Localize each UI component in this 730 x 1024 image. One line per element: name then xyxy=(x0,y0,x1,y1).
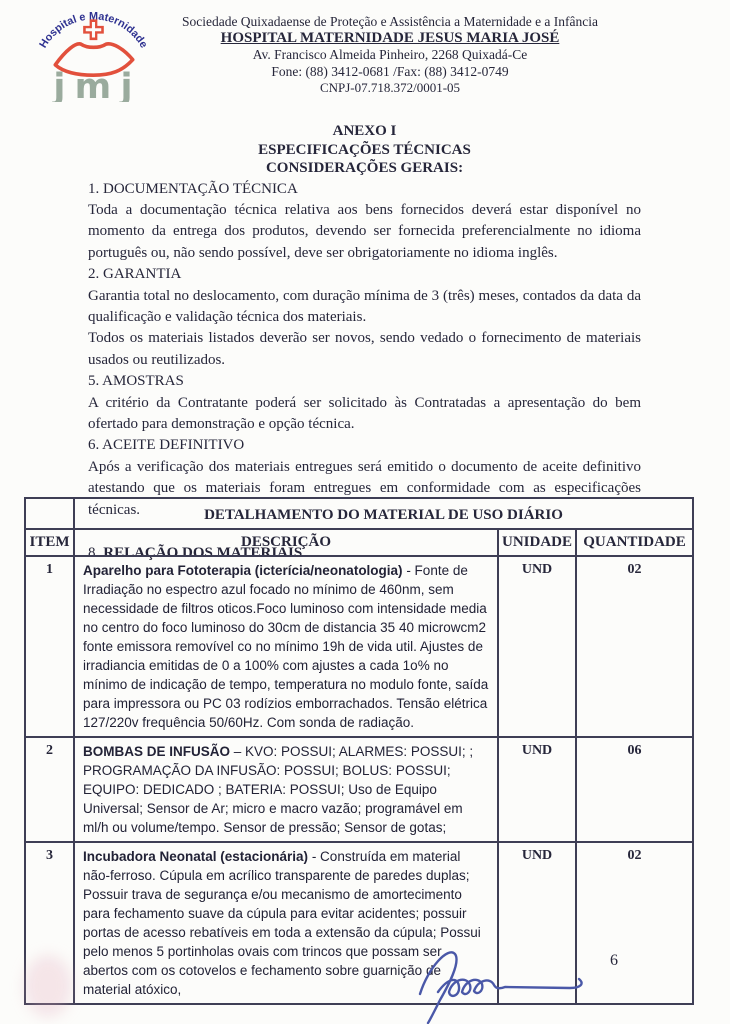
materials-heading-title: RELAÇÃO DOS MATERIAIS xyxy=(103,545,303,561)
material-spec: - Construída em material não-ferroso. Cúpula em acrílico transparente de paredes duplas; Possuir trava de segurança e/ou mecanismo de amortecimento para fechamento suave da cúpula para evitar acidentes; possuir portas de acesso rebatíveis em toda a extensão da cúpula; Possui pelo menos 5 portinholas ovais com trincos que possam ser abertos com os cotovelos e fechamento sobre guarnição de material atóxico, xyxy=(83,849,481,997)
column-header-desc: DESCRIÇÃO xyxy=(74,529,498,556)
table-caption: DETALHAMENTO DO MATERIAL DE USO DIÁRIO xyxy=(74,498,693,529)
signature-icon xyxy=(398,942,658,1024)
materials-heading-number: 8. xyxy=(88,545,100,561)
logo-monogram: jmj xyxy=(53,65,142,102)
table-row xyxy=(25,556,693,737)
table-caption-row xyxy=(25,498,693,529)
section-heading: 2. GARANTIA xyxy=(88,266,182,283)
logo-arc-text: Hospital e Maternidade xyxy=(37,10,150,51)
column-header-item: ITEM xyxy=(25,529,74,556)
material-name: BOMBAS DE INFUSÃO xyxy=(83,744,231,759)
section-documentacao xyxy=(88,179,641,265)
material-description xyxy=(74,737,498,842)
considerations-title: CONSIDERAÇÕES GERAIS: xyxy=(265,160,464,176)
material-description xyxy=(74,556,498,737)
materials-table-body xyxy=(25,556,693,1004)
materials-table xyxy=(24,497,694,1005)
section-heading: 6. ACEITE DEFINITIVO xyxy=(88,437,245,454)
item-number: 1 xyxy=(25,556,74,737)
quantity-value: 06 xyxy=(576,737,693,842)
section-heading: 1. DOCUMENTAÇÃO TÉCNICA xyxy=(88,180,298,197)
scan-smudge xyxy=(24,955,72,1017)
section-amostras xyxy=(88,371,641,435)
material-spec: - Fonte de Irradiação no espectro azul focado no mínimo de 460nm, sem necessidade de filtros oticos.Foco luminoso com intensidade media no centro do foco luminoso do 30cm de distancia 35 40 microwcm2 fonte emissora removível co no mínimo 19h de vida util. Ajustes de irradiancia emitidas de 0 a 100% com ajustes a cada 1o% no mínimo de indicação de tempo, temperatura no modulo fonte, saída para impressora ou PC 03 rodízios emborrachados. Tensão elétrica 127/220v frequência 50/60Hz. Com sonda de radiação. xyxy=(83,563,489,730)
unit-value: UND xyxy=(498,842,576,1004)
hospital-cnpj: CNPJ-07.718.372/0001-05 xyxy=(319,80,461,95)
caption-empty-cell xyxy=(25,498,74,529)
section-paragraph: Após a verificação dos materiais entregues será emitido o documento de aceite definitivo atestando que os materiais foram entregues em conformidade com as especificações técnicas. xyxy=(88,458,641,518)
section-paragraph: Garantia total no deslocamento, com duração mínima de 3 (três) meses, contados da data da qualificação e validação técnica dos materiais. xyxy=(88,287,641,325)
hospital-phone: Fone: (88) 3412-0681 /Fax: (88) 3412-0749 xyxy=(271,63,509,79)
document-body xyxy=(88,122,641,562)
table-header-row xyxy=(25,529,693,556)
quantity-value: 02 xyxy=(576,842,693,1004)
table-row xyxy=(25,737,693,842)
material-spec: – KVO: POSSUI; ALARMES: POSSUI; ; PROGRAMAÇÃO DA INFUSÃO: POSSUI; BOLUS: POSSUI; EQUIPO: DEDICADO ; BATERIA: POSSUI; Uso de Equipo Universal; Sensor de Ar; micro e macro vazão; programável em ml/h ou volume/tempo. Sensor de pressão; Sensor de gotas; xyxy=(83,744,474,835)
material-name: Aparelho para Fototerapia (icterícia/neonatologia) xyxy=(83,563,403,578)
letterhead xyxy=(150,14,630,96)
section-garantia xyxy=(88,264,641,371)
jmj-logo-icon xyxy=(24,6,164,102)
item-number: 3 xyxy=(25,842,74,1004)
unit-value: UND xyxy=(498,556,576,737)
hospital-address: Av. Francisco Almeida Pinheiro, 2268 Quixadá-Ce xyxy=(252,47,528,62)
page-number: 6 xyxy=(610,952,618,969)
material-name: Incubadora Neonatal (estacionária) xyxy=(83,849,309,864)
column-header-unit: UNIDADE xyxy=(498,529,576,556)
handwritten-signature xyxy=(398,942,658,1024)
spec-title: ESPECIFICAÇÕES TÉCNICAS xyxy=(258,141,471,158)
organization-name: Sociedade Quixadaense de Proteção e Assistência a Maternidade e a Infância xyxy=(181,14,599,29)
section-paragraph: A critério da Contratante poderá ser solicitado às Contratadas a apresentação do bem ofertado para demonstração e opção técnica. xyxy=(88,394,641,432)
item-number: 2 xyxy=(25,737,74,842)
unit-value: UND xyxy=(498,737,576,842)
annex-title: ANEXO I xyxy=(332,123,397,139)
column-header-quantity: QUANTIDADE xyxy=(576,529,693,556)
section-heading: 5. AMOSTRAS xyxy=(88,373,184,390)
quantity-value: 02 xyxy=(576,556,693,737)
section-paragraph: Toda a documentação técnica relativa aos bens fornecidos deverá estar disponível no momento da entrega dos produtos, devendo ser fornecida preferencialmente no idioma português ou, não sendo possível, deve ser obrigatoriamente no idioma inglês. xyxy=(88,201,641,261)
section-paragraph: Todos os materiais listados deverão ser novos, sendo vedado o fornecimento de materiais usados ou reutilizados. xyxy=(88,330,641,368)
hospital-name: HOSPITAL MATERNIDADE JESUS MARIA JOSÉ xyxy=(220,29,560,46)
hospital-logo xyxy=(24,6,164,102)
